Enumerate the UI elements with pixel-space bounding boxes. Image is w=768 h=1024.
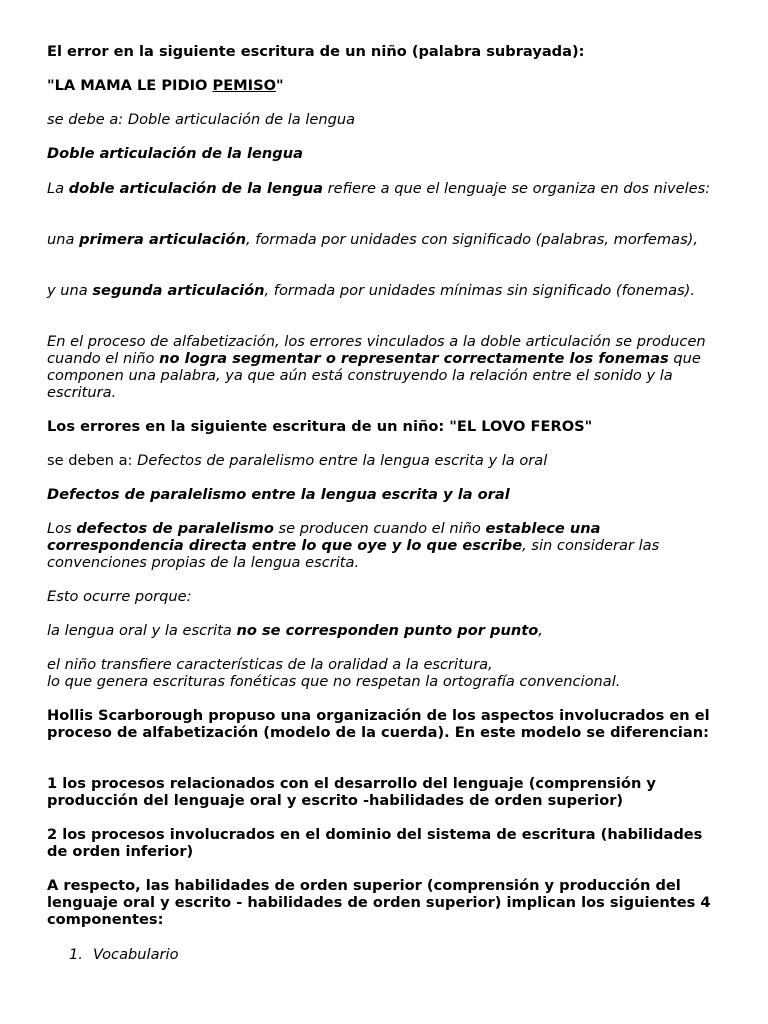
- text-run: Los: [47, 520, 77, 537]
- question-1-underlined-word: PEMISO: [212, 77, 277, 94]
- bold-term: primera articulación: [79, 231, 246, 248]
- question-2-answer-text: Defectos de paralelismo entre la lengua escrita y la oral: [137, 452, 548, 469]
- question-1-answer-prefix: se debe a:: [47, 111, 128, 128]
- question-3-item-2: 2 los procesos involucrados en el dominio del sistema de escritura (habilidades de orden inferior): [47, 826, 703, 860]
- list-item-number: 1.: [69, 946, 83, 963]
- list-item-label: Vocabulario: [93, 946, 179, 963]
- bold-term: doble articulación de la lengua: [68, 180, 324, 197]
- text-run: , formada por unidades con significado (palabras, morfemas),: [245, 231, 699, 248]
- question-1-example-prefix: "LA MAMA LE PIDIO: [47, 77, 213, 94]
- text-run: se producen cuando el niño: [273, 520, 486, 537]
- question-1-example: [47, 77, 727, 94]
- question-1-example-suffix: ": [276, 77, 284, 94]
- question-1-heading: Doble articulación de la lengua: [47, 145, 303, 162]
- question-3-respect: A respecto, las habilidades de orden superior (comprensión y producción del lenguaje oral y escrito - habilidades de orden superior) implican los siguientes 4 componentes:: [47, 877, 711, 928]
- text-run: , sin considerar las convenciones propias de la lengua escrita.: [47, 537, 660, 571]
- text-run: la lengua oral y la escrita: [47, 622, 237, 639]
- bold-term: establece una correspondencia directa entre lo que oye y lo que escribe: [47, 520, 601, 554]
- text-run: una: [47, 231, 80, 248]
- list-item: [69, 946, 709, 963]
- question-1-answer: [47, 111, 727, 128]
- text-line: el niño transfiere características de la oralidad a la escritura,: [47, 656, 493, 673]
- text-run: y una: [47, 282, 93, 299]
- question-3-item-1: 1 los procesos relacionados con el desarrollo del lenguaje (comprensión y producción del lenguaje oral y escrito -habilidades de orden superior): [47, 775, 656, 809]
- explain-1-paragraph-4: [47, 333, 727, 401]
- explain-1-paragraph-2: [47, 231, 727, 248]
- question-1-answer-text: Doble articulación de la lengua: [127, 111, 356, 128]
- question-2-heading: Defectos de paralelismo entre la lengua escrita y la oral: [47, 486, 510, 503]
- question-1-intro: El error en la siguiente escritura de un niño (palabra subrayada):: [47, 43, 585, 60]
- question-3-intro: Hollis Scarborough propuso una organización de los aspectos involucrados en el proceso de alfabetización (modelo de la cuerda). En este modelo se diferencian:: [47, 707, 710, 741]
- explain-1-paragraph-3: [47, 282, 727, 299]
- explain-2-paragraph-1: [47, 520, 727, 571]
- text-line: lo que genera escrituras fonéticas que no respetan la ortografía convencional.: [47, 673, 621, 690]
- question-2-answer: [47, 452, 727, 469]
- bold-term: no logra segmentar o representar correctamente los fonemas: [159, 350, 669, 367]
- bold-term: no se corresponden punto por punto: [236, 622, 539, 639]
- text-run: refiere a que el lenguaje se organiza en dos niveles:: [323, 180, 711, 197]
- text-run: , formada por unidades mínimas sin significado (fonemas).: [264, 282, 696, 299]
- question-2-intro: Los errores en la siguiente escritura de un niño: "EL LOVO FEROS": [47, 418, 593, 435]
- text-run: La: [47, 180, 69, 197]
- bold-term: defectos de paralelismo: [76, 520, 274, 537]
- explain-2-paragraph-2: Esto ocurre porque:: [47, 588, 192, 605]
- explain-1-paragraph-1: [47, 180, 727, 197]
- bold-term: segunda articulación: [92, 282, 265, 299]
- text-run: En el proceso de alfabetización, los errores vinculados a la doble articulación se producen cuando el niño: [47, 333, 706, 367]
- text-run: ,: [538, 622, 543, 639]
- explain-2-paragraph-4: [47, 656, 727, 690]
- explain-2-paragraph-3: [47, 622, 727, 639]
- text-run: que componen una palabra, ya que aún está construyendo la relación entre el sonido y la escritura.: [47, 350, 701, 401]
- question-2-answer-prefix: se deben a:: [47, 452, 138, 469]
